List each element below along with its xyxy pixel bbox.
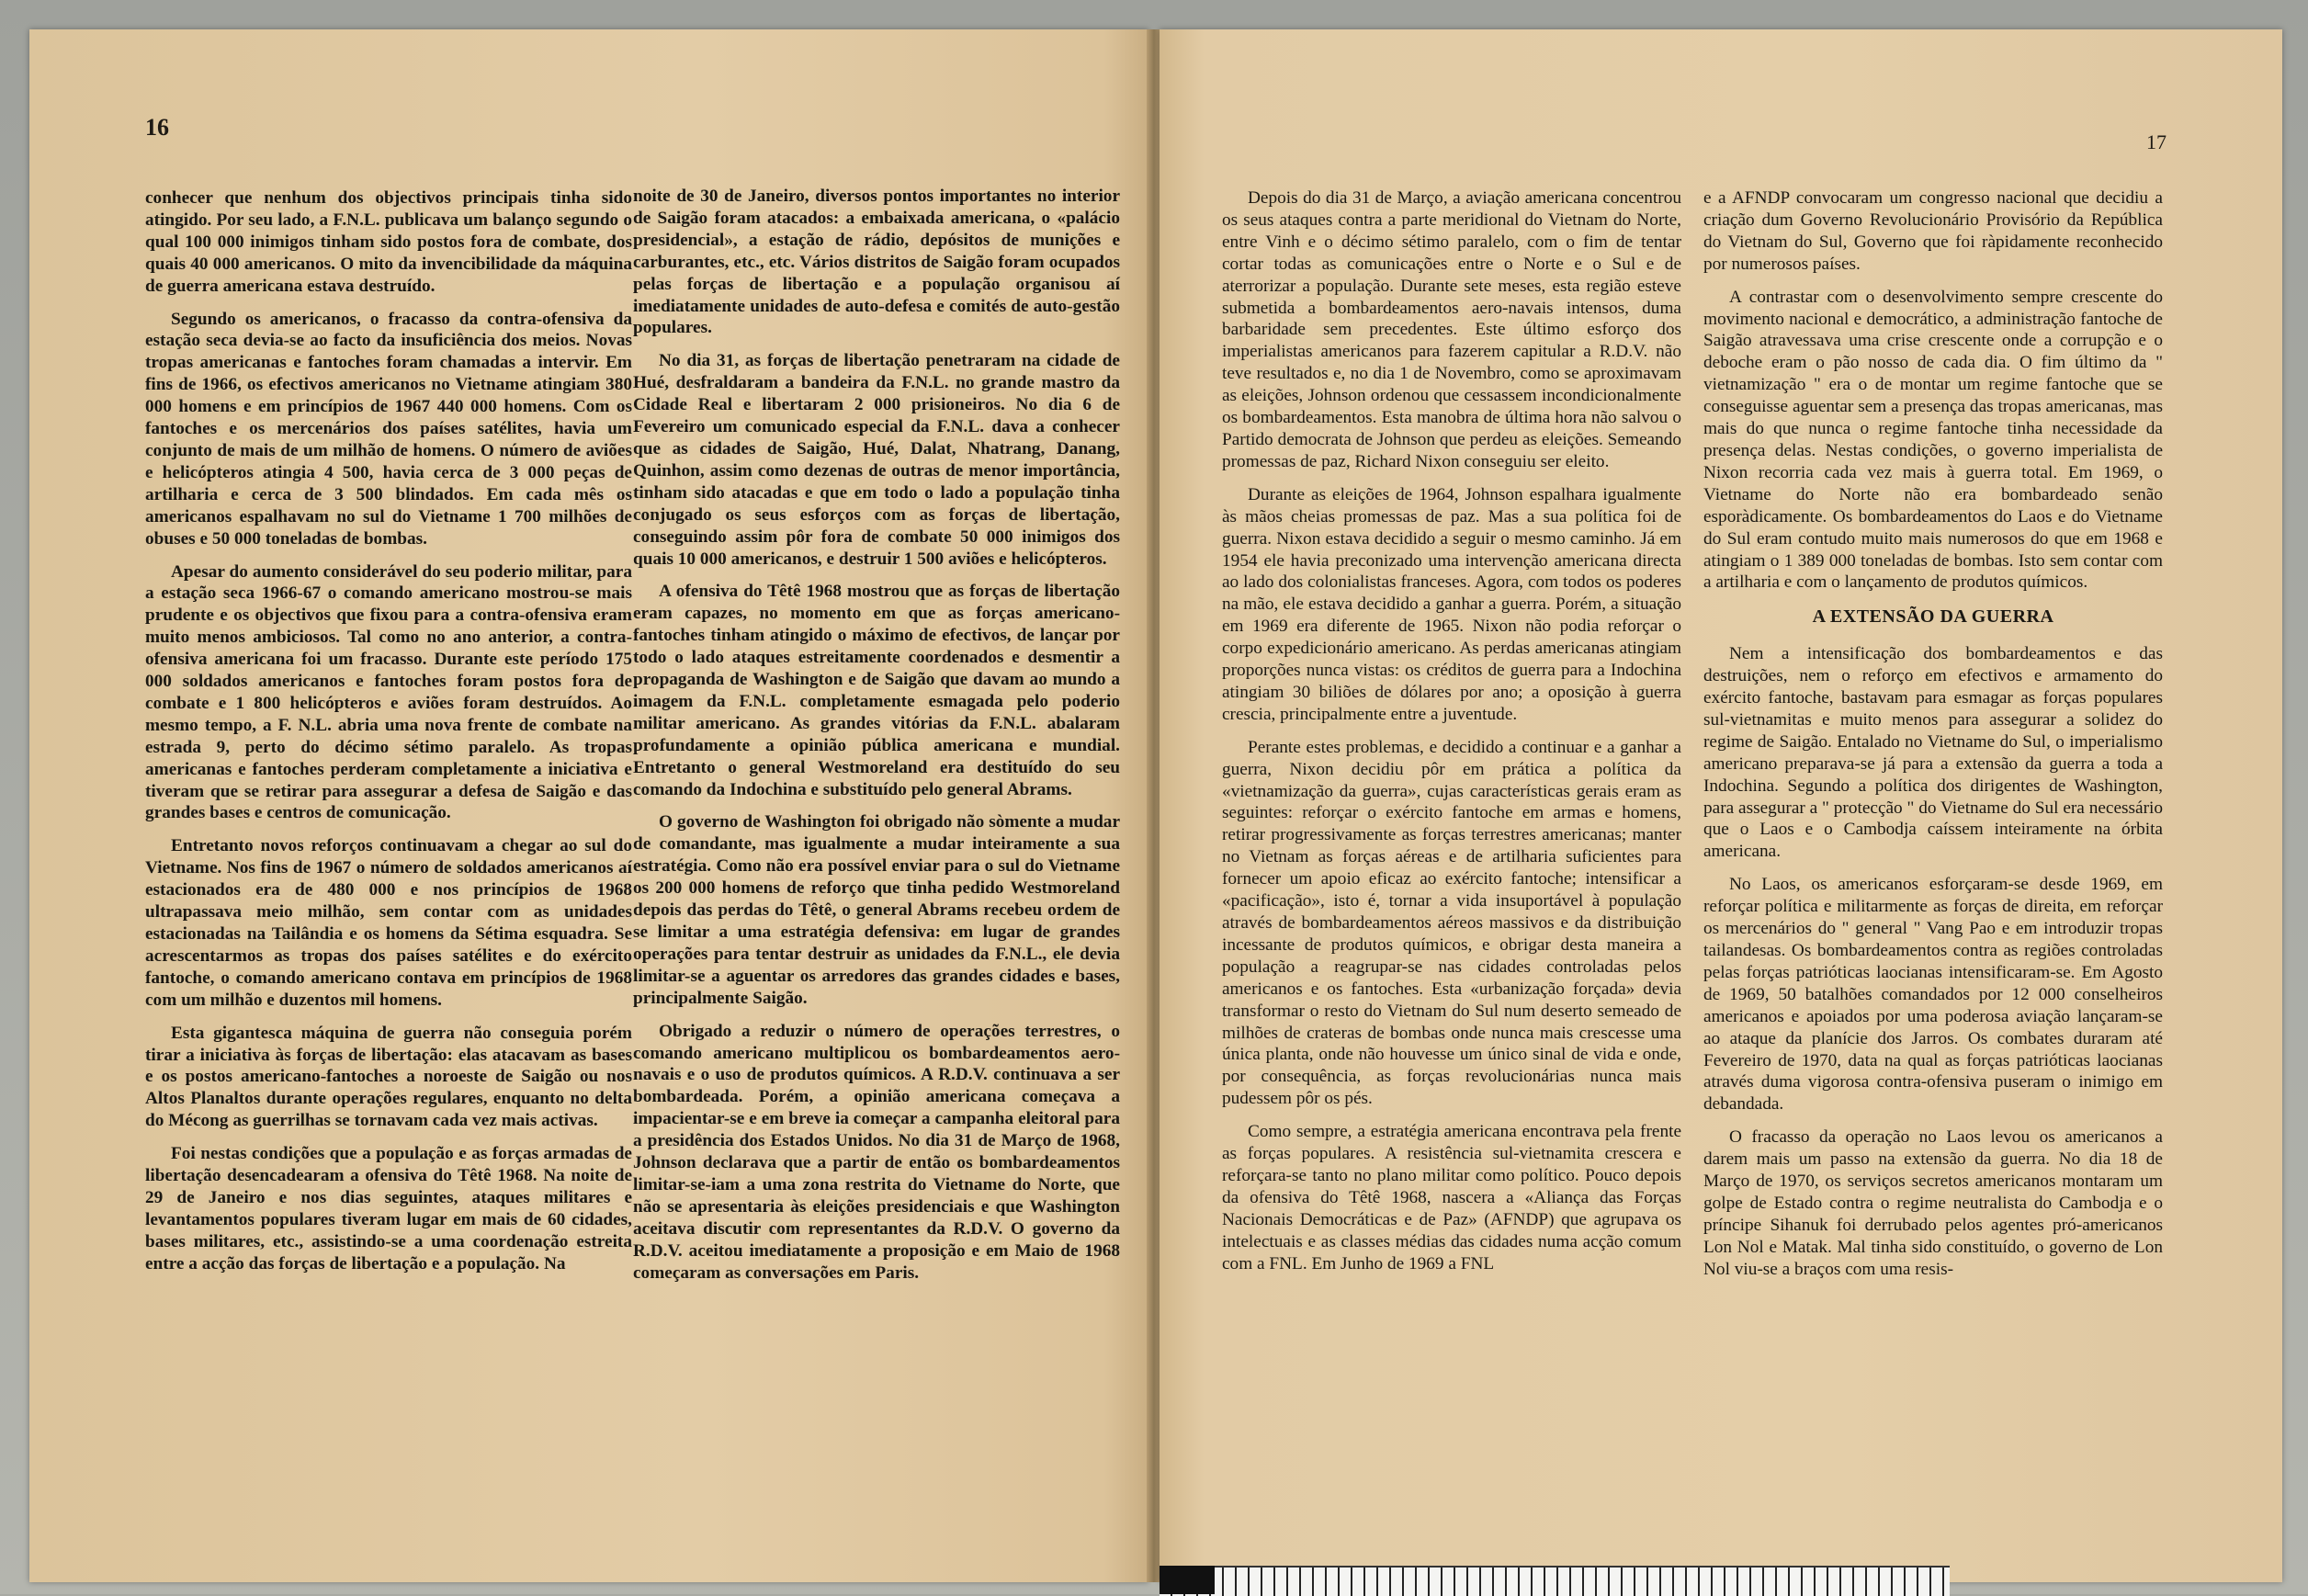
paragraph: Como sempre, a estratégia americana encontrava pela frente as forças populares. A resistência sul-vietnamita crescera e reforçara-se tanto no plano militar como político. Pouco depois da ofensiva do Têtê 1968, nascera a «Aliança das Forças Nacionais Democráticas e de Paz» (AFNDP) que agrupava os intelectuais e as classes médias das cidades numa acção comum com a FNL. Em Junho de 1969 a FNL (1222, 1122, 1681, 1273)
paragraph: No Laos, os americanos esforçaram-se desde 1969, em reforçar política e militarmente as forças de direita, em reforçar os mercenários do " general " Vang Pao e em introduzir tropas tailandesas. Os bombardeamentos contra as regiões controladas pelas forças patrióticas laocianas intensificaram-se. Em Agosto de 1969, 50 batalhões comandados por 12 000 conselheiros americanos e apoiados por uma poderosa aviação lançaram-se ao ataque da planície dos Jarros. Os combates duraram até Fevereiro de 1970, data na qual as forças patrióticas laocianas através duma vigorosa contra-ofensiva puseram o inimigo em debandada. (1703, 875, 2163, 1115)
section-heading: A EXTENSÃO DA GUERRA (1812, 606, 2054, 628)
page-number-right: 17 (2146, 130, 2167, 153)
left-page-column-2 (633, 186, 1120, 1296)
paragraph: Segundo os americanos, o fracasso da contra-ofensiva da estação seca devia-se ao facto da insuficiência dos meios. Novas tropas americanas e fantoches foram chamadas a intervir. Em fins de 1966, os efectivos americanos no Vietname atingiam 380 000 homens e em princípios de 1967 440 000 homens. Com os fantoches e os mercenários dos países satélites, havia um conjunto de mais de um milhão de homens. O número de aviões e helicópteros atingia 4 500, havia cerca de 3 000 peças de artilharia e cerca de 3 500 blindados. Em cada mês os americanos espalhavam no sul do Vietname 1 700 milhões de obuses e 50 000 toneladas de bombas. (145, 309, 632, 549)
paragraph: O governo de Washington foi obrigado não sòmente a mudar de comandante, mas igualmente a mudar inteiramente a sua estratégia. Como não era possível enviar para o sul do Vietname os 200 000 homens de reforço que tinha pedido Westmoreland depois das perdas do Têtê, o general Abrams recebeu ordem de se limitar a uma estratégia defensiva: em lugar de grandes operações para tentar destruir as unidades da F.N.L., ele devia limitar-se a aguentar os arredores das grandes cidades e bases, principalmente Saigão. (633, 812, 1120, 1008)
paragraph: Foi nestas condições que a população e as forças armadas de libertação desencadearam a ofensiva do Têtê 1968. Na noite de 29 de Janeiro e nos dias seguintes, ataques militares e levantamentos populares tiveram lugar em mais de 60 cidades, bases militares, etc., assistindo-se a uma coordenação estreita entre a acção das forças de libertação e a população. Na (145, 1144, 632, 1273)
right-page-column-2 (1703, 187, 2163, 1292)
paragraph: No dia 31, as forças de libertação penetraram na cidade de Hué, desfraldaram a bandeira da F.N.L. no grande mastro da Cidade Real e libertaram 2 000 prisioneiros. No dia 6 de Fevereiro um comunicado especial da F.N.L. dava a conhecer que as cidades de Saigão, Hué, Dalat, Nhatrang, Danang, Quinhon, assim como dezenas de outras de menor importância, tinham sido atacadas e que em todo o lado a população tinha conjugado os seus esforços com as forças de libertação, conseguindo assim pôr fora de combate 50 000 inimigos dos quais 10 000 americanos, e destruir 1 500 aviões e helicópteros. (633, 351, 1120, 569)
left-page-column-1 (145, 187, 632, 1286)
right-page-column-1 (1222, 187, 1681, 1286)
paragraph: A contrastar com o desenvolvimento sempre crescente do movimento nacional e democrático, a administração fantoche de Saigão atravessava uma crise crescente onde a corrupção e o deboche eram o pão nosso de cada dia. O fim último da " vietnamização " era o de montar um regime fantoche que se conseguisse aguentar sem a presença das tropas americanas, mas mais do que nunca o regime fantoche tinha necessidade da presença delas. Nestas condições, o governo imperialista de Nixon recorria cada vez mais à guerra total. Em 1969, o Vietname do Norte não era bombardeado senão esporàdicamente. Os bombardeamentos do Laos e do Vietname do Sul eram contudo muito mais numerosos do que em 1968 e atingiam o 1 389 000 toneladas de bombas. Isto sem contar com a artilharia e com o lançamento de produtos químicos. (1703, 287, 2163, 593)
paragraph: A ofensiva do Têtê 1968 mostrou que as forças de libertação eram capazes, no momento em que as forças americano-fantoches tinham atingido o máximo de efectivos, de lançar por todo o lado ataques estreitamente coordenados e desmentir a propaganda de Washington e de Saigão que davam ao mundo a imagem da F.N.L. completamente esmagada pelo poderio militar americano. As grandes vitórias da F.N.L. abalaram profundamente a opinião pública americana e mundial. Entretanto o general Westmoreland era destituído do seu comando da Indochina e substituído pelo general Abrams. (633, 582, 1120, 799)
paragraph: Apesar do aumento considerável do seu poderio militar, para a estação seca 1966-67 o comando americano mostrou-se mais prudente e os objectivos que fixou para a contra-ofensiva eram muito menos ambiciosos. Tal como no ano anterior, a contra-ofensiva americana foi um fracasso. Durante este período 175 000 soldados americanos e fantoches foram postos fora de combate e 1 800 helicópteros e aviões foram destruídos. Ao mesmo tempo, a F. N.L. abria uma nova frente de combate na estrada 9, perto do décimo sétimo paralelo. As tropas americanas e fantoches perderam completamente a iniciativa e tiveram que se retirar para assegurar a defesa de Saigão e das grandes bases e centros de comunicação. (145, 561, 632, 823)
paragraph: Durante as eleições de 1964, Johnson espalhara igualmente às mãos cheias promessas de paz. Mas a sua política foi de guerra. Nixon estava decidido a seguir o mesmo caminho. Já em 1954 ele havia preconizado uma intervenção americana directa ao lado dos colonialistas franceses. Agora, com todos os poderes na mão, ele estava decidido a ganhar a guerra. Porém, a situação em 1969 era diferente de 1965. Nixon não podia reforçar o corpo expedicionário americano. As perdas americanas atingiam proporções nunca vistas: os créditos de guerra para a Indochina atingiam 30 biliões de dólares por ano; a oposição à guerra crescia, principalmente entre a juventude. (1222, 484, 1681, 724)
right-page (1160, 29, 2282, 1582)
paragraph: Entretanto novos reforços continuavam a chegar ao sul do Vietname. Nos fins de 1967 o número de soldados americanos aí estacionados era de 480 000 e nos princípios de 1968 ultrapassava meio milhão, sem contar com as unidades estacionadas na Tailândia e os homens da Sétima esquadra. Se acrescentarmos as tropas dos países satélites e do exército fantoche, o comando americano contava em princípios de 1968 com um milhão e duzentos mil homens. (145, 836, 632, 1010)
paragraph: conhecer que nenhum dos objectivos principais tinha sido atingido. Por seu lado, a F.N.L. publicava um balanço segundo o qual 100 000 inimigos tinham sido postos fora de combate, dos quais 40 000 americanos. O mito da invencibilidade da máquina de guerra americana estava destruído. (145, 188, 632, 296)
scale-ruler (1160, 1566, 1950, 1596)
paragraph: O fracasso da operação no Laos levou os americanos a darem mais um passo na extensão da guerra. No dia 18 de Março de 1970, os serviços secretos americanos montaram um golpe de Estado contra o regime neutralista do Cambodja e o príncipe Sihanuk foi derrubado pelos agentes pró-americanos Lon Nol e Matak. Mal tinha sido constituído, o governo de Lon Nol viu-se a braços com uma resis- (1703, 1127, 2163, 1279)
paragraph: noite de 30 de Janeiro, diversos pontos importantes no interior de Saigão foram atacados: a embaixada americana, o «palácio presidencial», a estação de rádio, depósitos de munições e carburantes, etc., etc. Vários distritos de Saigão foram ocupados pelas forças de libertação e a população organisou aí imediatamente unidades de auto-defesa e comités de auto-gestão populares. (633, 187, 1120, 338)
paragraph: e a AFNDP convocaram um congresso nacional que decidiu a criação dum Governo Revolucionário Provisório da República do Vietnam do Sul, Governo que foi ràpidamente reconhecido por numerosos países. (1703, 188, 2163, 274)
left-page (29, 29, 1148, 1582)
paragraph: Nem a intensificação dos bombardeamentos e das destruições, nem o reforço em efectivos e armamento do exército fantoche, bastavam para esmagar as forças populares sul-vietnamitas e muito menos para assegurar a solidez do regime de Saigão. Entalado no Vietname do Sul, o imperialismo americano preparava-se já para a extensão da guerra a toda a Indochina. Segundo a política dos dirigentes de Washington, para assegurar a " protecção " do Vietname do Sul era necessário que o Laos e o Cambodja caíssem inteiramente na órbita americana. (1703, 644, 2163, 862)
paragraph: Depois do dia 31 de Março, a aviação americana concentrou os seus ataques contra a parte meridional do Vietnam do Norte, entre Vinh e o décimo sétimo paralelo, com o fim de tentar cortar todas as comunicações entre o Norte e o Sul e de aterrorizar a população. Durante sete meses, esta região esteve submetida a bombardeamentos aero-navais intensos, duma barbaridade sem precedentes. Este último esforço dos imperialistas americanos para fazerem capitular a R.D.V. não teve resultados e, no dia 1 de Novembro, como se aproximavam as eleições, Johnson ordenou que cessassem incondicionalmente os bombardeamentos. Esta manobra de última hora não salvou o Partido democrata de Johnson que perdeu as eleições. Semeando promessas de paz, Richard Nixon conseguiu ser eleito. (1222, 188, 1681, 471)
paragraph: Obrigado a reduzir o número de operações terrestres, o comando americano multiplicou os bombardeamentos aero-navais e o uso de produtos químicos. A R.D.V. continuava a ser bombardeada. Porém, a opinião americana começava a impacientar-se e em breve ia começar a campanha eleitoral para a presidência dos Estados Unidos. No dia 31 de Março de 1968, Johnson declarava que a partir de então os bombardeamentos limitar-se-iam a uma zona restrita do Vietname do Norte, que não se apresentaria às eleições presidenciais e que Washington aceitava discutir com representantes da R.D.V. O governo da R.D.V. aceitou imediatamente a proposição e em Maio de 1968 começaram as conversações em Paris. (633, 1021, 1120, 1283)
paragraph: Esta gigantesca máquina de guerra não conseguia porém tirar a iniciativa às forças de libertação: elas atacavam as bases e os postos americano-fantoches a noroeste de Saigão ou nos Altos Planaltos durante operações regulares, enquanto no delta do Mécong as guerrilhas se tornavam cada vez mais activas. (145, 1023, 632, 1131)
paragraph: Perante estes problemas, e decidido a continuar e a ganhar a guerra, Nixon decidiu pôr em prática a política da «vietnamização da guerra», cujas características gerais eram as seguintes: reforçar o exército fantoche em armas e homens, retirar progressivamente as forças terrestres americanas; manter no Vietnam as forças aéreas e de artilharia suficientes para fornecer um apoio eficaz ao exército fantoche; intensificar a «pacificação», isto é, tornar a vida insuportável à população através de bombardeamentos aéreos massivos e da distribuição incessante de produtos químicos, e obrigar desta maneira a população a reagrupar-se nas cidades controladas pelos americanos e os fantoches. Esta «urbanização forçada» devia transformar o resto do Vietnam do Sul num deserto semeado de milhões de crateras de bombas onde nunca mais crescesse uma única planta, onde não houvesse um único sinal de vida e onde, por consequência, as forças revolucionárias nunca mais pudessem pôr os pés. (1222, 737, 1681, 1109)
ruler-end-block (1160, 1566, 1215, 1594)
page-number-left: 16 (145, 114, 169, 141)
